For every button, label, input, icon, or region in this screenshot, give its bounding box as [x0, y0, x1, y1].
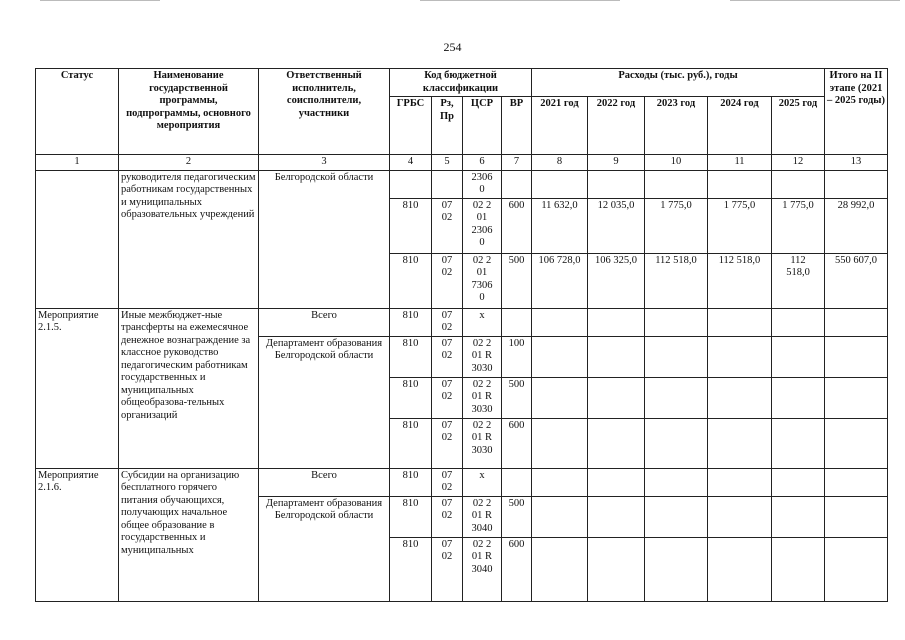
column-number-row [36, 155, 888, 171]
csr-cell: 02 2 01 R 3030 [463, 418, 502, 468]
header-2022: 2022 год [588, 97, 645, 155]
header-grbs: ГРБС [390, 97, 432, 155]
executor-cell: Департамент образования Белгородской области [259, 496, 390, 601]
csr-cell: х [463, 308, 502, 336]
header-name: Наименование государственной программы, подпрограммы, основного мероприятия [119, 69, 259, 155]
value-2025: 1 775,0 [772, 198, 825, 253]
executor-cell: Белгородской области [259, 170, 390, 308]
column-number: 1 [36, 155, 119, 171]
vr-cell: 500 [502, 253, 532, 308]
item-name: руководителя педагогическим работникам государственных и муниципальных образовательных учреждений [119, 170, 259, 308]
rzpr-cell: 07 02 [432, 198, 463, 253]
grbs-cell: 810 [390, 468, 432, 496]
header-2025: 2025 год [772, 97, 825, 155]
value-total: 550 607,0 [825, 253, 888, 308]
rzpr-cell: 07 02 [432, 496, 463, 537]
column-number: 3 [259, 155, 390, 171]
vr-cell: 600 [502, 418, 532, 468]
csr-cell: 2306 0 [463, 170, 502, 198]
scan-edge-line [730, 0, 900, 1]
header-budget-code: Код бюджетной классификации [390, 69, 532, 97]
header-executor: Ответственный исполнитель, соисполнители, участники [259, 69, 390, 155]
column-number: 9 [588, 155, 645, 171]
grbs-cell: 810 [390, 377, 432, 418]
item-name: Субсидии на организацию бесплатного горячего питания обучающихся, получающих начальное общее образование в государственных и муниципальных [119, 468, 259, 601]
status-cell [36, 170, 119, 308]
value-2021: 11 632,0 [532, 198, 588, 253]
column-number: 8 [532, 155, 588, 171]
rzpr-cell: 07 02 [432, 336, 463, 377]
executor-cell: Всего [259, 468, 390, 496]
grbs-cell: 810 [390, 336, 432, 377]
csr-cell: 02 2 01 7306 0 [463, 253, 502, 308]
grbs-cell: 810 [390, 496, 432, 537]
csr-cell: 02 2 01 R 3030 [463, 336, 502, 377]
header-2023: 2023 год [645, 97, 708, 155]
column-number: 2 [119, 155, 259, 171]
header-row [36, 69, 888, 97]
vr-cell: 600 [502, 537, 532, 601]
csr-cell: 02 2 01 R 3040 [463, 537, 502, 601]
rzpr-cell: 07 02 [432, 418, 463, 468]
grbs-cell: 810 [390, 253, 432, 308]
vr-cell: 500 [502, 496, 532, 537]
csr-cell: 02 2 01 2306 0 [463, 198, 502, 253]
scan-edge-line [40, 0, 160, 1]
column-number: 13 [825, 155, 888, 171]
grbs-cell: 810 [390, 537, 432, 601]
column-number: 11 [708, 155, 772, 171]
column-number: 5 [432, 155, 463, 171]
grbs-cell: 810 [390, 308, 432, 336]
scan-edge-line [420, 0, 620, 1]
rzpr-cell: 07 02 [432, 537, 463, 601]
value-2022: 106 325,0 [588, 253, 645, 308]
column-number: 4 [390, 155, 432, 171]
vr-cell: 500 [502, 377, 532, 418]
header-2021: 2021 год [532, 97, 588, 155]
value-2023: 112 518,0 [645, 253, 708, 308]
table-row [36, 308, 888, 336]
header-csr: ЦСР [463, 97, 502, 155]
page-number: 254 [443, 40, 462, 54]
header-rzpr: Рз, Пр [432, 97, 463, 155]
column-number: 6 [463, 155, 502, 171]
csr-cell: 02 2 01 R 3030 [463, 377, 502, 418]
table-row [36, 170, 888, 198]
grbs-cell: 810 [390, 198, 432, 253]
rzpr-cell: 07 02 [432, 308, 463, 336]
column-number: 10 [645, 155, 708, 171]
header-2024: 2024 год [708, 97, 772, 155]
rzpr-cell: 07 02 [432, 377, 463, 418]
item-name: Иные межбюджет-ные трансферты на ежемесячное денежное вознаграждение за классное руководство педагогическим работникам государственных и муниципальных общеобразова-тельных организаций [119, 308, 259, 468]
table-row [36, 468, 888, 496]
value-2023: 1 775,0 [645, 198, 708, 253]
vr-cell: 600 [502, 198, 532, 253]
status-cell: Мероприятие 2.1.5. [36, 308, 119, 468]
value-2024: 1 775,0 [708, 198, 772, 253]
value-total: 28 992,0 [825, 198, 888, 253]
header-total: Итого на II этапе (2021 – 2025 годы) [825, 69, 888, 155]
column-number: 12 [772, 155, 825, 171]
header-status: Статус [36, 69, 119, 155]
column-number: 7 [502, 155, 532, 171]
value-2022: 12 035,0 [588, 198, 645, 253]
executor-cell: Департамент образования Белгородской области [259, 336, 390, 468]
rzpr-cell: 07 02 [432, 468, 463, 496]
vr-cell: 100 [502, 336, 532, 377]
budget-table [35, 68, 888, 602]
header-expenses: Расходы (тыс. руб.), годы [532, 69, 825, 97]
value-2021: 106 728,0 [532, 253, 588, 308]
csr-cell: 02 2 01 R 3040 [463, 496, 502, 537]
grbs-cell: 810 [390, 418, 432, 468]
csr-cell: х [463, 468, 502, 496]
status-cell: Мероприятие 2.1.6. [36, 468, 119, 601]
rzpr-cell: 07 02 [432, 253, 463, 308]
header-vr: ВР [502, 97, 532, 155]
value-2025: 112 518,0 [772, 253, 825, 308]
executor-cell: Всего [259, 308, 390, 336]
value-2024: 112 518,0 [708, 253, 772, 308]
